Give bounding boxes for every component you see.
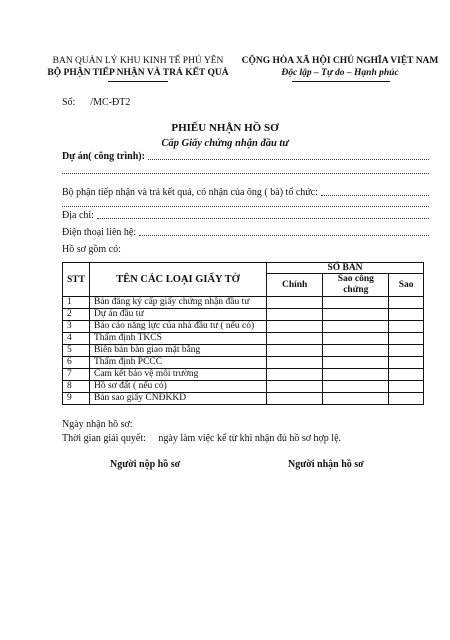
motto-underline xyxy=(292,81,390,82)
receiver-label: Bộ phận tiếp nhận và trả kết quả, có nhận của ông ( bà) tổ chức: xyxy=(62,187,318,198)
row-number: 2 xyxy=(63,309,90,321)
table-row xyxy=(63,321,424,333)
row-certified-count xyxy=(323,357,389,369)
phone-field xyxy=(62,227,429,238)
row-original-count xyxy=(267,393,323,405)
table-row xyxy=(63,345,424,357)
table-row xyxy=(63,369,424,381)
col-name: TÊN CÁC LOẠI GIẤY TỜ xyxy=(89,263,266,297)
col-copy: Sao xyxy=(389,274,424,297)
row-original-count xyxy=(267,381,323,393)
row-document-name: Cam kết bảo vệ môi trường xyxy=(89,369,266,381)
phone-dots xyxy=(139,234,429,236)
receiver-field xyxy=(62,187,429,198)
phone-label: Điện thoại liên hệ: xyxy=(62,227,137,238)
row-copy-count xyxy=(389,357,424,369)
table-row xyxy=(63,297,424,309)
row-certified-count xyxy=(323,321,389,333)
row-original-count xyxy=(267,357,323,369)
agency-header xyxy=(38,55,238,79)
row-original-count xyxy=(267,309,323,321)
row-certified-count xyxy=(323,297,389,309)
row-document-name: Hồ sơ đất ( nếu có) xyxy=(89,381,266,393)
document-number: Số: /MC-ĐT2 xyxy=(62,97,131,108)
address-dots xyxy=(97,217,429,219)
row-document-name: Bản sao giấy CNĐKKD xyxy=(89,393,266,405)
col-copies: SỐ BẢN xyxy=(267,263,424,274)
row-copy-count xyxy=(389,369,424,381)
row-number: 8 xyxy=(63,381,90,393)
row-copy-count xyxy=(389,321,424,333)
row-certified-count xyxy=(323,393,389,405)
row-number: 1 xyxy=(63,297,90,309)
row-certified-count xyxy=(323,381,389,393)
dossier-label-row xyxy=(62,244,121,255)
row-original-count xyxy=(267,297,323,309)
row-copy-count xyxy=(389,345,424,357)
receiver-dotline xyxy=(62,205,429,207)
col-original: Chính xyxy=(267,274,323,297)
agency-name: BAN QUẢN LÝ KHU KINH TẾ PHÚ YÊN xyxy=(52,56,224,66)
row-document-name: Thẩm định TKCS xyxy=(89,333,266,345)
receiver-dots xyxy=(321,194,429,196)
row-document-name: Bản đăng ký cấp giấy chứng nhận đầu tư xyxy=(89,297,266,309)
agency-underline xyxy=(108,81,168,82)
project-field xyxy=(62,151,429,162)
row-copy-count xyxy=(389,333,424,345)
table-row xyxy=(63,309,424,321)
row-original-count xyxy=(267,333,323,345)
row-number: 9 xyxy=(63,393,90,405)
national-header xyxy=(240,55,440,79)
row-number: 7 xyxy=(63,369,90,381)
table-row xyxy=(63,393,424,405)
project-dotline xyxy=(62,172,429,174)
row-document-name: Báo cáo năng lực của nhà đầu tư ( nếu có) xyxy=(89,321,266,333)
row-certified-count xyxy=(323,333,389,345)
row-copy-count xyxy=(389,309,424,321)
row-original-count xyxy=(267,321,323,333)
document-subtitle: Cấp Giấy chứng nhận đầu tư xyxy=(161,138,289,149)
table-row xyxy=(63,381,424,393)
row-certified-count xyxy=(323,309,389,321)
address-label: Địa chỉ: xyxy=(62,210,94,221)
address-field xyxy=(62,210,429,221)
row-document-name: Thẩm định PCCC xyxy=(89,357,266,369)
project-dots xyxy=(148,158,429,160)
country-name: CỘNG HÒA XÃ HỘI CHỦ NGHĨA VIỆT NAM xyxy=(241,56,439,66)
row-certified-count xyxy=(323,369,389,381)
row-document-name: Biên bản bàn giao mặt bằng xyxy=(89,345,266,357)
processing-time: Thời gian giải quyết: ngày làm việc kể từ khi nhận đủ hồ sơ hợp lệ. xyxy=(62,433,342,444)
row-number: 3 xyxy=(63,321,90,333)
row-copy-count xyxy=(389,381,424,393)
dossier-label: Hồ sơ gồm có: xyxy=(62,244,121,255)
row-original-count xyxy=(267,345,323,357)
row-number: 4 xyxy=(63,333,90,345)
col-stt: STT xyxy=(63,263,90,297)
receiver-signature-label: Người nhận hồ sơ xyxy=(288,459,364,470)
submitter-signature-label: Người nộp hồ sơ xyxy=(110,459,181,470)
col-certified: Sao công chứng xyxy=(323,274,389,297)
receipt-date-label: Ngày nhận hồ sơ: xyxy=(62,419,133,430)
row-number: 5 xyxy=(63,345,90,357)
row-original-count xyxy=(267,369,323,381)
table-row xyxy=(63,333,424,345)
row-copy-count xyxy=(389,297,424,309)
department-name: BỘ PHẬN TIẾP NHẬN VÀ TRẢ KẾT QUẢ xyxy=(47,68,229,78)
project-label: Dự án( công trình): xyxy=(62,151,145,162)
row-document-name: Dự án đầu tư xyxy=(89,309,266,321)
document-title: PHIẾU NHẬN HỒ SƠ xyxy=(171,122,279,134)
documents-table xyxy=(62,262,424,405)
row-copy-count xyxy=(389,393,424,405)
row-number: 6 xyxy=(63,357,90,369)
row-certified-count xyxy=(323,345,389,357)
national-motto: Độc lập – Tự do – Hạnh phúc xyxy=(281,68,399,78)
table-row xyxy=(63,357,424,369)
